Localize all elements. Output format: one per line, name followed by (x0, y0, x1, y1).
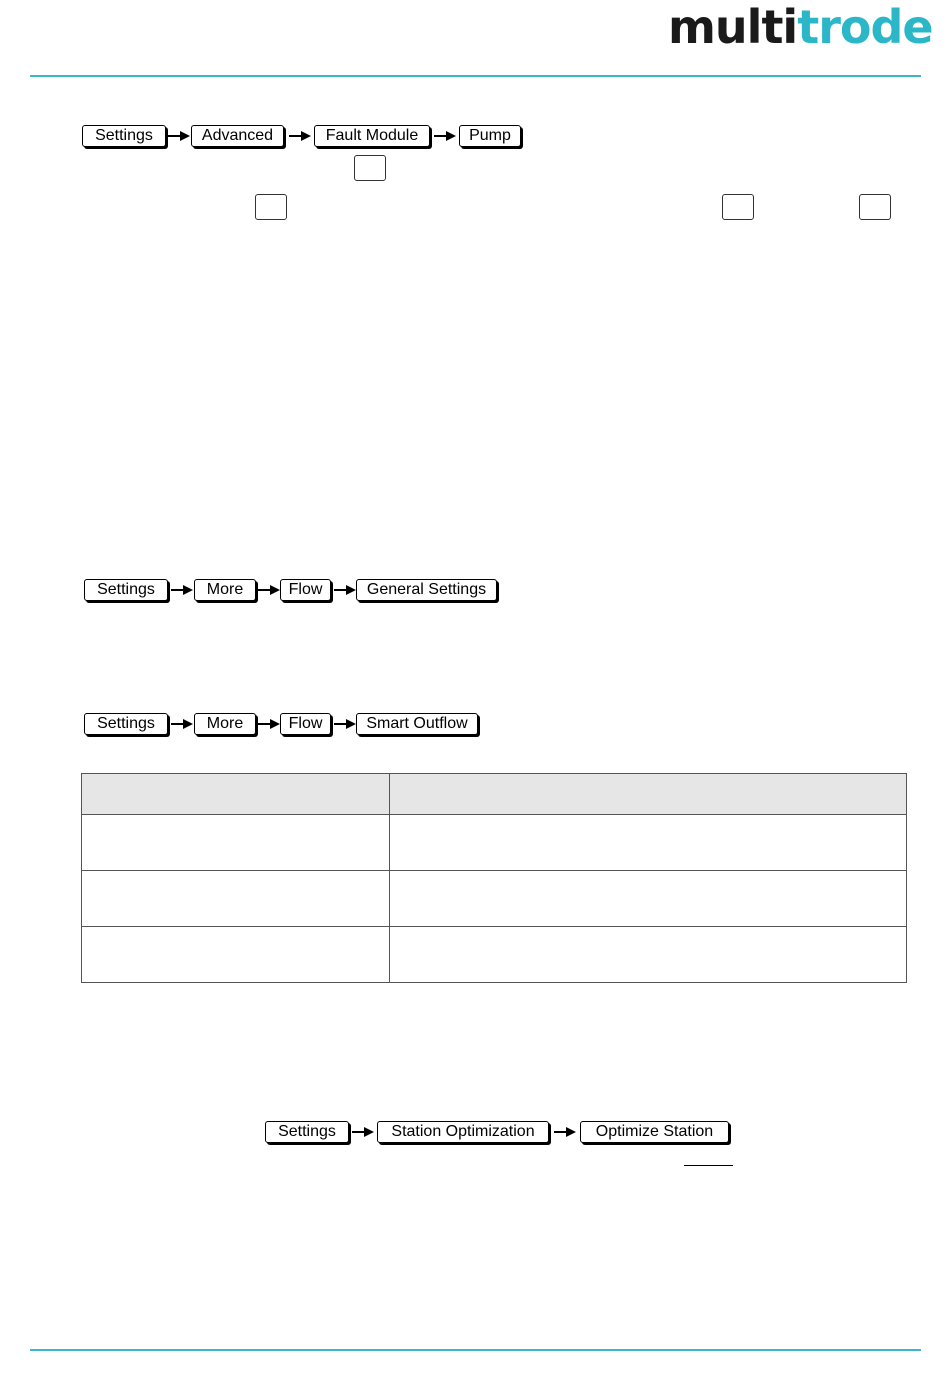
flow-button[interactable]: Flow (280, 579, 331, 601)
settings-button[interactable]: Settings (82, 125, 166, 147)
table-row (82, 815, 907, 871)
table-cell (82, 927, 390, 983)
breadcrumb-pump-fault (82, 125, 532, 149)
optimize-station-button[interactable]: Optimize Station (580, 1121, 729, 1143)
table-row (82, 927, 907, 983)
advanced-button[interactable]: Advanced (191, 125, 284, 147)
table-cell (82, 871, 390, 927)
arrow-right-icon (334, 584, 356, 596)
table-header-cell (82, 774, 390, 815)
arrow-right-icon (434, 130, 456, 142)
settings-button[interactable]: Settings (265, 1121, 349, 1143)
keypad-key[interactable] (255, 194, 287, 220)
table-header-row (82, 774, 907, 815)
smart-outflow-button[interactable]: Smart Outflow (356, 713, 478, 735)
fault-module-button[interactable]: Fault Module (314, 125, 430, 147)
more-button[interactable]: More (194, 713, 256, 735)
arrow-right-icon (334, 718, 356, 730)
breadcrumb-flow-general (84, 579, 504, 603)
pump-button[interactable]: Pump (459, 125, 521, 147)
table-cell (390, 871, 907, 927)
arrow-right-icon (554, 1126, 576, 1138)
flow-button[interactable]: Flow (280, 713, 331, 735)
arrow-right-icon (171, 718, 193, 730)
table-header-cell (390, 774, 907, 815)
text-underline (684, 1165, 733, 1166)
station-optimization-button[interactable]: Station Optimization (377, 1121, 549, 1143)
breadcrumb-optimize-station (265, 1121, 745, 1145)
keypad-key[interactable] (859, 194, 891, 220)
footer-divider (30, 1349, 921, 1351)
more-button[interactable]: More (194, 579, 256, 601)
arrow-right-icon (352, 1126, 374, 1138)
table-row (82, 871, 907, 927)
keypad-key[interactable] (722, 194, 754, 220)
table-cell (390, 815, 907, 871)
arrow-right-icon (258, 584, 280, 596)
table-cell (390, 927, 907, 983)
settings-button[interactable]: Settings (84, 713, 168, 735)
arrow-right-icon (258, 718, 280, 730)
settings-button[interactable]: Settings (84, 579, 168, 601)
multitrode-logo: multitrode (668, 0, 933, 54)
arrow-right-icon (171, 584, 193, 596)
general-settings-button[interactable]: General Settings (356, 579, 497, 601)
keypad-key[interactable] (354, 155, 386, 181)
parameter-table (81, 773, 907, 983)
header-divider (30, 75, 921, 77)
breadcrumb-flow-smart-outflow (84, 713, 504, 737)
arrow-right-icon (168, 130, 190, 142)
arrow-right-icon (289, 130, 311, 142)
table-cell (82, 815, 390, 871)
